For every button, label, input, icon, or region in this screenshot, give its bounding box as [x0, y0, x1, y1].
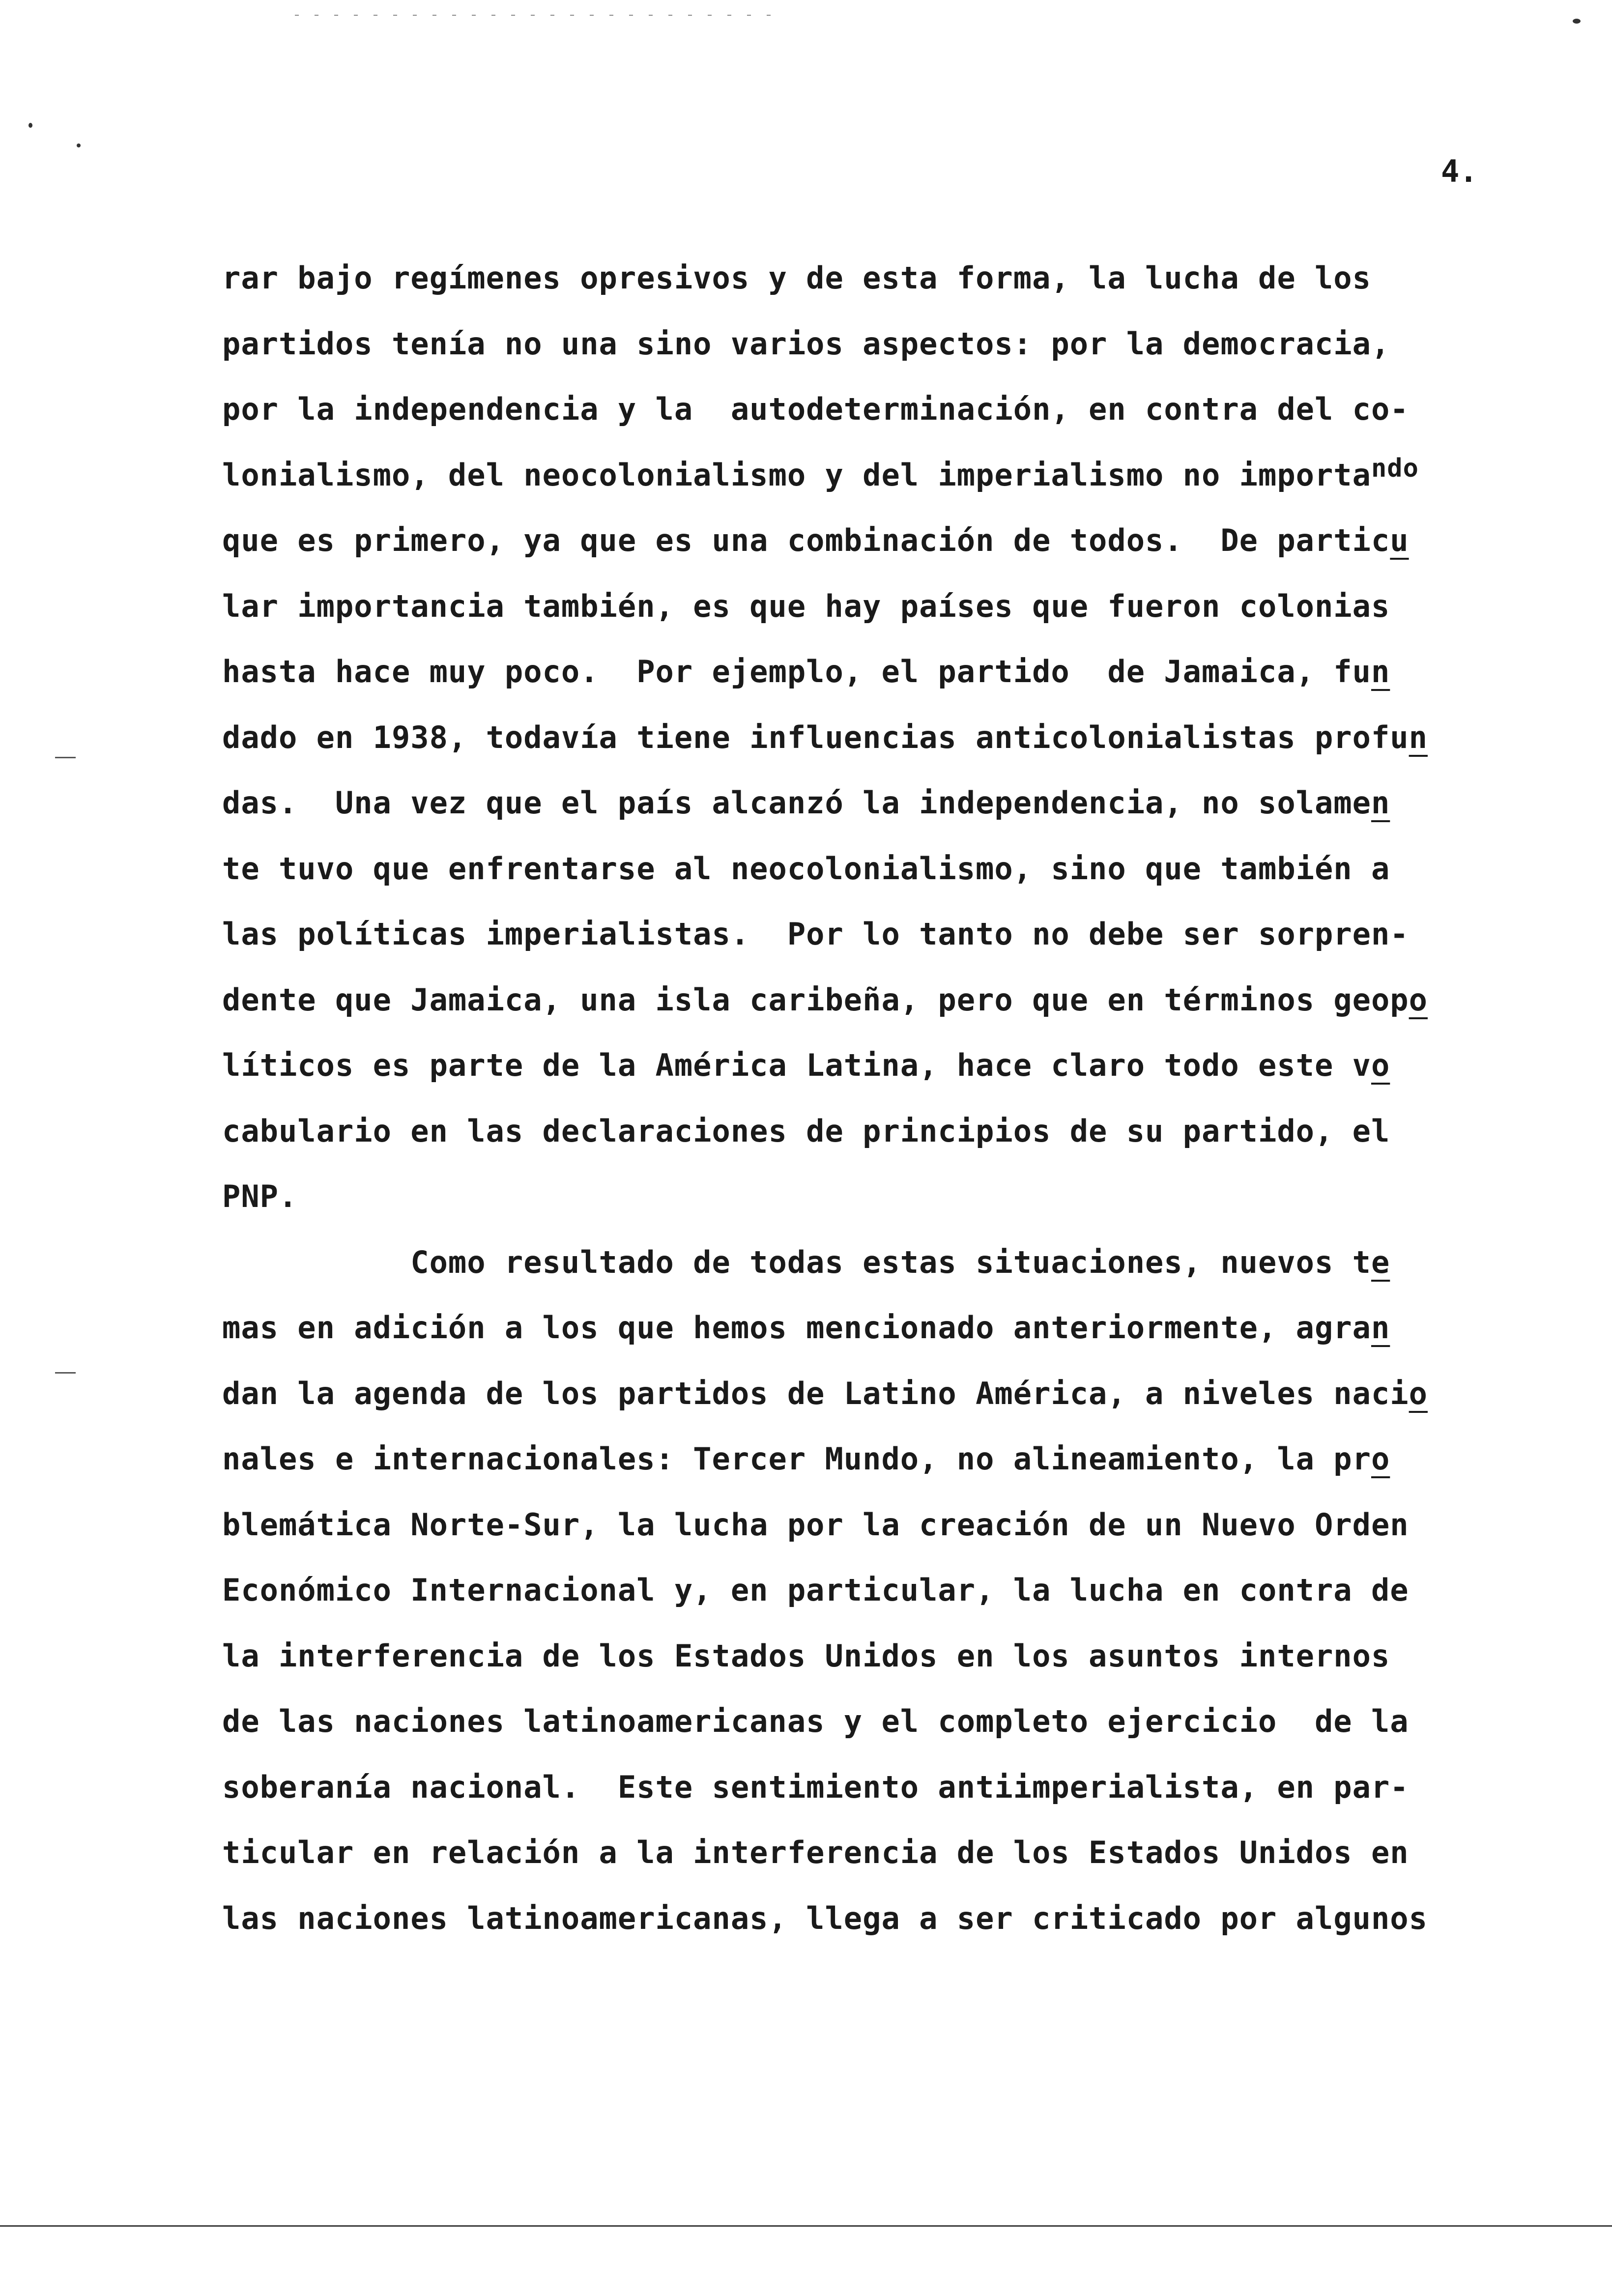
scan-speck: [29, 123, 32, 128]
text-line-content: hasta hace muy poco. Por ejemplo, el partido de Jamaica, fu: [222, 654, 1371, 689]
text-line: [222, 1378, 1428, 1409]
scan-margin-mark: [55, 757, 76, 758]
text-line: [222, 1769, 1409, 1805]
line-end-fragment: o: [1371, 1441, 1390, 1477]
line-end-fragment: n: [1371, 654, 1390, 689]
line-end-fragment: o: [1371, 1047, 1390, 1083]
text-line: [222, 982, 1428, 1018]
scan-margin-mark: [55, 1372, 76, 1374]
text-line-content: mas en adición a los que hemos mencionado anteriormente, agra: [222, 1310, 1371, 1346]
text-line-content: das. Una vez que el país alcanzó la independencia, no solame: [222, 785, 1371, 821]
text-line: [222, 260, 1371, 296]
text-line-content: líticos es parte de la América Latina, hace claro todo este v: [222, 1047, 1371, 1083]
text-line-content: dan la agenda de los partidos de Latino América, a niveles naci: [222, 1376, 1409, 1411]
text-line-content: ticular en relación a la interferencia de los Estados Unidos en: [222, 1835, 1409, 1870]
text-line-content: lonialismo, del neocolonialismo y del imperialismo no importa: [222, 457, 1371, 493]
text-line-content: te tuvo que enfrentarse al neocolonialismo, sino que también a: [222, 851, 1390, 887]
text-line: [222, 719, 1428, 755]
line-end-fragment: n: [1371, 1310, 1390, 1346]
text-line-content: rar bajo regímenes opresivos y de esta forma, la lucha de los: [222, 260, 1371, 296]
text-line-content: soberanía nacional. Este sentimiento antiimperialista, en par-: [222, 1769, 1409, 1805]
scan-artifact-top: [295, 15, 786, 16]
text-line: [222, 1441, 1390, 1477]
text-line: [222, 1900, 1428, 1936]
text-line: [222, 1837, 1409, 1868]
text-line: [222, 326, 1390, 362]
text-line: [222, 1507, 1409, 1543]
line-end-fragment: ndo: [1371, 454, 1419, 483]
line-end-fragment: u: [1390, 522, 1409, 558]
text-line: [222, 588, 1390, 624]
page-number: 4.: [1441, 153, 1478, 189]
text-line-content: las naciones latinoamericanas, llega a ser criticado por algunos: [222, 1900, 1428, 1936]
text-line-content: dente que Jamaica, una isla caribeña, pero que en términos geop: [222, 982, 1409, 1018]
text-line-content: dado en 1938, todavía tiene influencias anticolonialistas profu: [222, 719, 1409, 755]
line-end-fragment: e: [1371, 1244, 1390, 1280]
text-line-content: lar importancia también, es que hay países que fueron colonias: [222, 588, 1390, 624]
text-line-content: partidos tenía no una sino varios aspectos: por la democracia,: [222, 326, 1390, 362]
text-line-content: PNP.: [222, 1178, 298, 1214]
text-line: [222, 1310, 1390, 1346]
text-line: [222, 851, 1390, 887]
text-line-content: nales e internacionales: Tercer Mundo, no alineamiento, la pr: [222, 1441, 1371, 1477]
text-line-content: que es primero, ya que es una combinación de todos. De partic: [222, 522, 1390, 558]
text-line: [222, 1047, 1390, 1083]
text-line-content: blemática Norte-Sur, la lucha por la creación de un Nuevo Orden: [222, 1507, 1409, 1543]
text-line: [222, 1178, 298, 1214]
text-line-content: Como resultado de todas estas situaciones, nuevos t: [222, 1244, 1371, 1280]
scan-edge-line: [0, 2225, 1612, 2227]
text-line: [222, 454, 1419, 493]
text-line: [222, 1244, 1390, 1280]
scan-speck: [77, 144, 81, 147]
text-line: [222, 654, 1390, 689]
text-line: [222, 785, 1390, 821]
text-line: [222, 916, 1409, 952]
line-end-fragment: n: [1371, 785, 1390, 821]
text-line: [222, 391, 1409, 427]
line-end-fragment: o: [1409, 982, 1428, 1018]
text-line-content: la interferencia de los Estados Unidos en los asuntos internos: [222, 1638, 1390, 1674]
text-line: [222, 522, 1409, 558]
text-line-content: de las naciones latinoamericanas y el completo ejercicio de la: [222, 1703, 1409, 1739]
text-line-content: Económico Internacional y, en particular, la lucha en contra de: [222, 1572, 1409, 1608]
text-line: [222, 1572, 1409, 1608]
text-line: [222, 1703, 1409, 1739]
line-end-fragment: n: [1409, 719, 1428, 755]
text-line-content: cabulario en las declaraciones de principios de su partido, el: [222, 1113, 1390, 1149]
scan-speck: [1573, 19, 1581, 24]
text-line: [222, 1638, 1390, 1674]
text-line-content: las políticas imperialistas. Por lo tanto no debe ser sorpren-: [222, 916, 1409, 952]
text-line: [222, 1113, 1390, 1149]
text-line-content: por la independencia y la autodeterminación, en contra del co-: [222, 391, 1409, 427]
line-end-fragment: o: [1409, 1376, 1428, 1411]
